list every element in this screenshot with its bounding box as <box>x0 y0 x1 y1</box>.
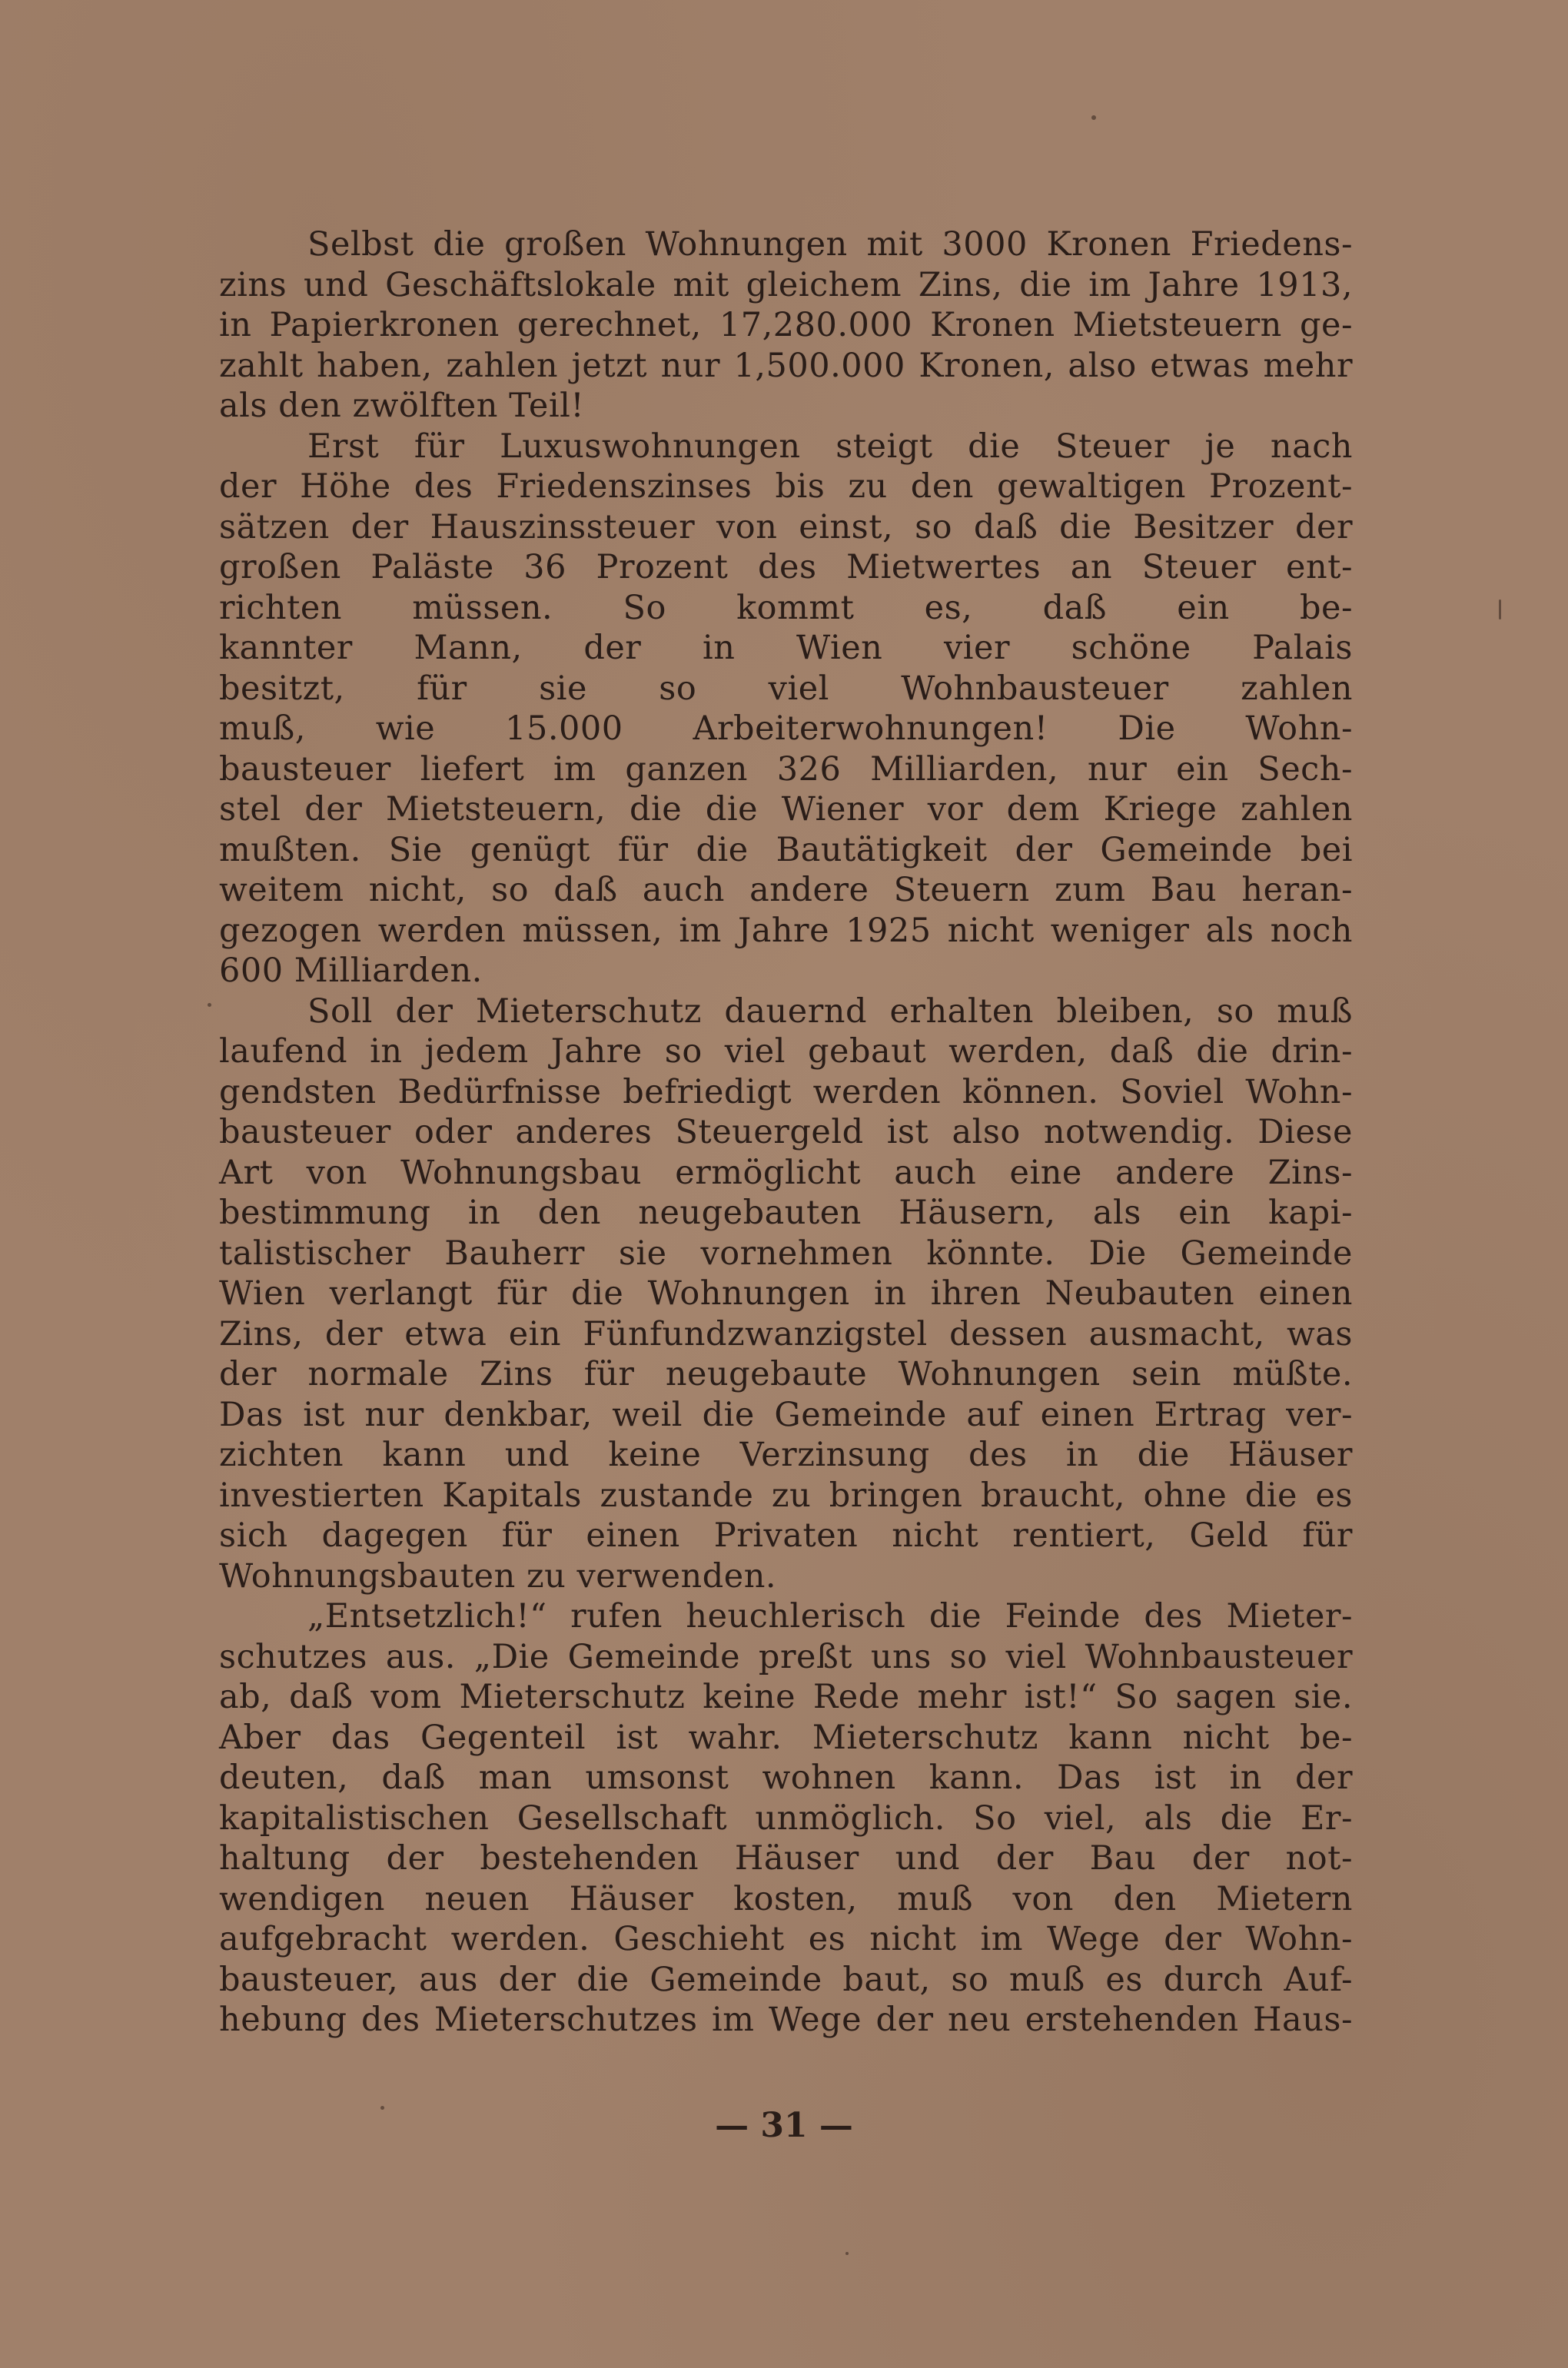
text-line: bausteuer oder anderes Steuergeld ist also notwendig. Diese <box>219 1113 1353 1151</box>
text-line: in Papierkronen gerechnet, 17,280.000 Kronen Mietsteuern ge- <box>219 306 1353 344</box>
text-line: haltung der bestehenden Häuser und der Bau der not- <box>219 1839 1353 1878</box>
text-line: Wien verlangt für die Wohnungen in ihren Neubauten einen <box>219 1274 1353 1313</box>
text-line: mußten. Sie genügt für die Bautätigkeit der Gemeinde bei <box>219 830 1353 869</box>
text-line: ab, daß vom Mieterschutz keine Rede mehr ist!“ So sagen sie. <box>219 1678 1353 1716</box>
text-line: großen Paläste 36 Prozent des Mietwertes an Steuer ent- <box>219 548 1353 586</box>
text-line: weitem nicht, so daß auch andere Steuern zum Bau heran- <box>219 871 1353 909</box>
text-line: sich dagegen für einen Privaten nicht rentiert, Geld für <box>219 1516 1353 1555</box>
page-number: — 31 — <box>715 2106 853 2145</box>
text-line: gezogen werden müssen, im Jahre 1925 nicht weniger als noch <box>219 911 1353 950</box>
text-line: „Entsetzlich!“ rufen heuchlerisch die Feinde des Mieter- <box>307 1597 1353 1636</box>
paper-speck <box>380 2106 384 2110</box>
text-line: Das ist nur denkbar, weil die Gemeinde auf einen Ertrag ver- <box>219 1395 1353 1434</box>
text-line: Soll der Mieterschutz dauernd erhalten bleiben, so muß <box>307 991 1353 1031</box>
text-line: richten müssen. So kommt es, daß ein be- <box>219 588 1353 627</box>
text-line: zahlt haben, zahlen jetzt nur 1,500.000 Kronen, also etwas mehr <box>219 346 1353 385</box>
text-line: Art von Wohnungsbau ermöglicht auch eine andere Zins- <box>219 1153 1353 1192</box>
text-line: der Höhe des Friedenszinses bis zu den gewaltigen Prozent- <box>219 467 1353 506</box>
text-line: Selbst die großen Wohnungen mit 3000 Kronen Friedens- <box>307 225 1353 264</box>
text-line: zichten kann und keine Verzinsung des in die Häuser <box>219 1436 1353 1474</box>
paper-speck <box>1499 599 1501 619</box>
paragraph-1 <box>219 224 1353 427</box>
paper-speck <box>1091 115 1096 120</box>
text-line: muß, wie 15.000 Arbeiterwohnungen! Die Wohn- <box>219 709 1353 748</box>
text-line: investierten Kapitals zustande zu bringen braucht, ohne die es <box>219 1476 1353 1515</box>
text-line: Erst für Luxuswohnungen steigt die Steuer je nach <box>307 427 1353 466</box>
text-line: laufend in jedem Jahre so viel gebaut werden, daß die drin- <box>219 1032 1353 1071</box>
paragraph-4 <box>219 1596 1353 2041</box>
paper-speck <box>845 2252 849 2255</box>
text-line: bausteuer liefert im ganzen 326 Milliarden, nur ein Sech- <box>219 749 1353 789</box>
text-line: kannter Mann, der in Wien vier schöne Palais <box>219 629 1353 667</box>
paragraph-2 <box>219 427 1353 991</box>
text-line: bestimmung in den neugebauten Häusern, als ein kapi- <box>219 1194 1353 1232</box>
text-line: stel der Mietsteuern, die die Wiener vor dem Kriege zahlen <box>219 790 1353 829</box>
paragraph-3 <box>219 991 1353 1597</box>
paper-speck <box>208 1003 211 1007</box>
text-line: als den zwölften Teil! <box>219 387 585 425</box>
text-line: hebung des Mieterschutzes im Wege der neu erstehenden Haus- <box>219 2001 1353 2039</box>
text-line: sätzen der Hauszinssteuer von einst, so daß die Besitzer der <box>219 507 1353 546</box>
text-line: Aber das Gegenteil ist wahr. Mieterschutz kann nicht be- <box>219 1718 1353 1757</box>
text-line: Zins, der etwa ein Fünfundzwanzigstel dessen ausmacht, was <box>219 1314 1353 1353</box>
text-line: deuten, daß man umsonst wohnen kann. Das ist in der <box>219 1759 1353 1797</box>
text-line: aufgebracht werden. Geschieht es nicht im Wege der Wohn- <box>219 1920 1353 1958</box>
body-text <box>219 224 1353 2041</box>
text-line: bausteuer, aus der die Gemeinde baut, so muß es durch Auf- <box>219 1960 1353 1999</box>
text-line: 600 Milliarden. <box>219 952 483 990</box>
text-line: besitzt, für sie so viel Wohnbausteuer zahlen <box>219 669 1353 708</box>
text-line: zins und Geschäftslokale mit gleichem Zins, die im Jahre 1913, <box>219 265 1353 304</box>
text-line: schutzes aus. „Die Gemeinde preßt uns so viel Wohnbausteuer <box>219 1637 1353 1676</box>
text-line: der normale Zins für neugebaute Wohnungen sein müßte. <box>219 1355 1353 1393</box>
text-line: talistischer Bauherr sie vornehmen könnte. Die Gemeinde <box>219 1234 1353 1273</box>
text-line: gendsten Bedürfnisse befriedigt werden können. Soviel Wohn- <box>219 1072 1353 1111</box>
text-line: kapitalistischen Gesellschaft unmöglich. So viel, als die Er- <box>219 1798 1353 1838</box>
text-line: Wohnungsbauten zu verwenden. <box>219 1556 777 1596</box>
text-line: wendigen neuen Häuser kosten, muß von den Mietern <box>219 1879 1353 1918</box>
